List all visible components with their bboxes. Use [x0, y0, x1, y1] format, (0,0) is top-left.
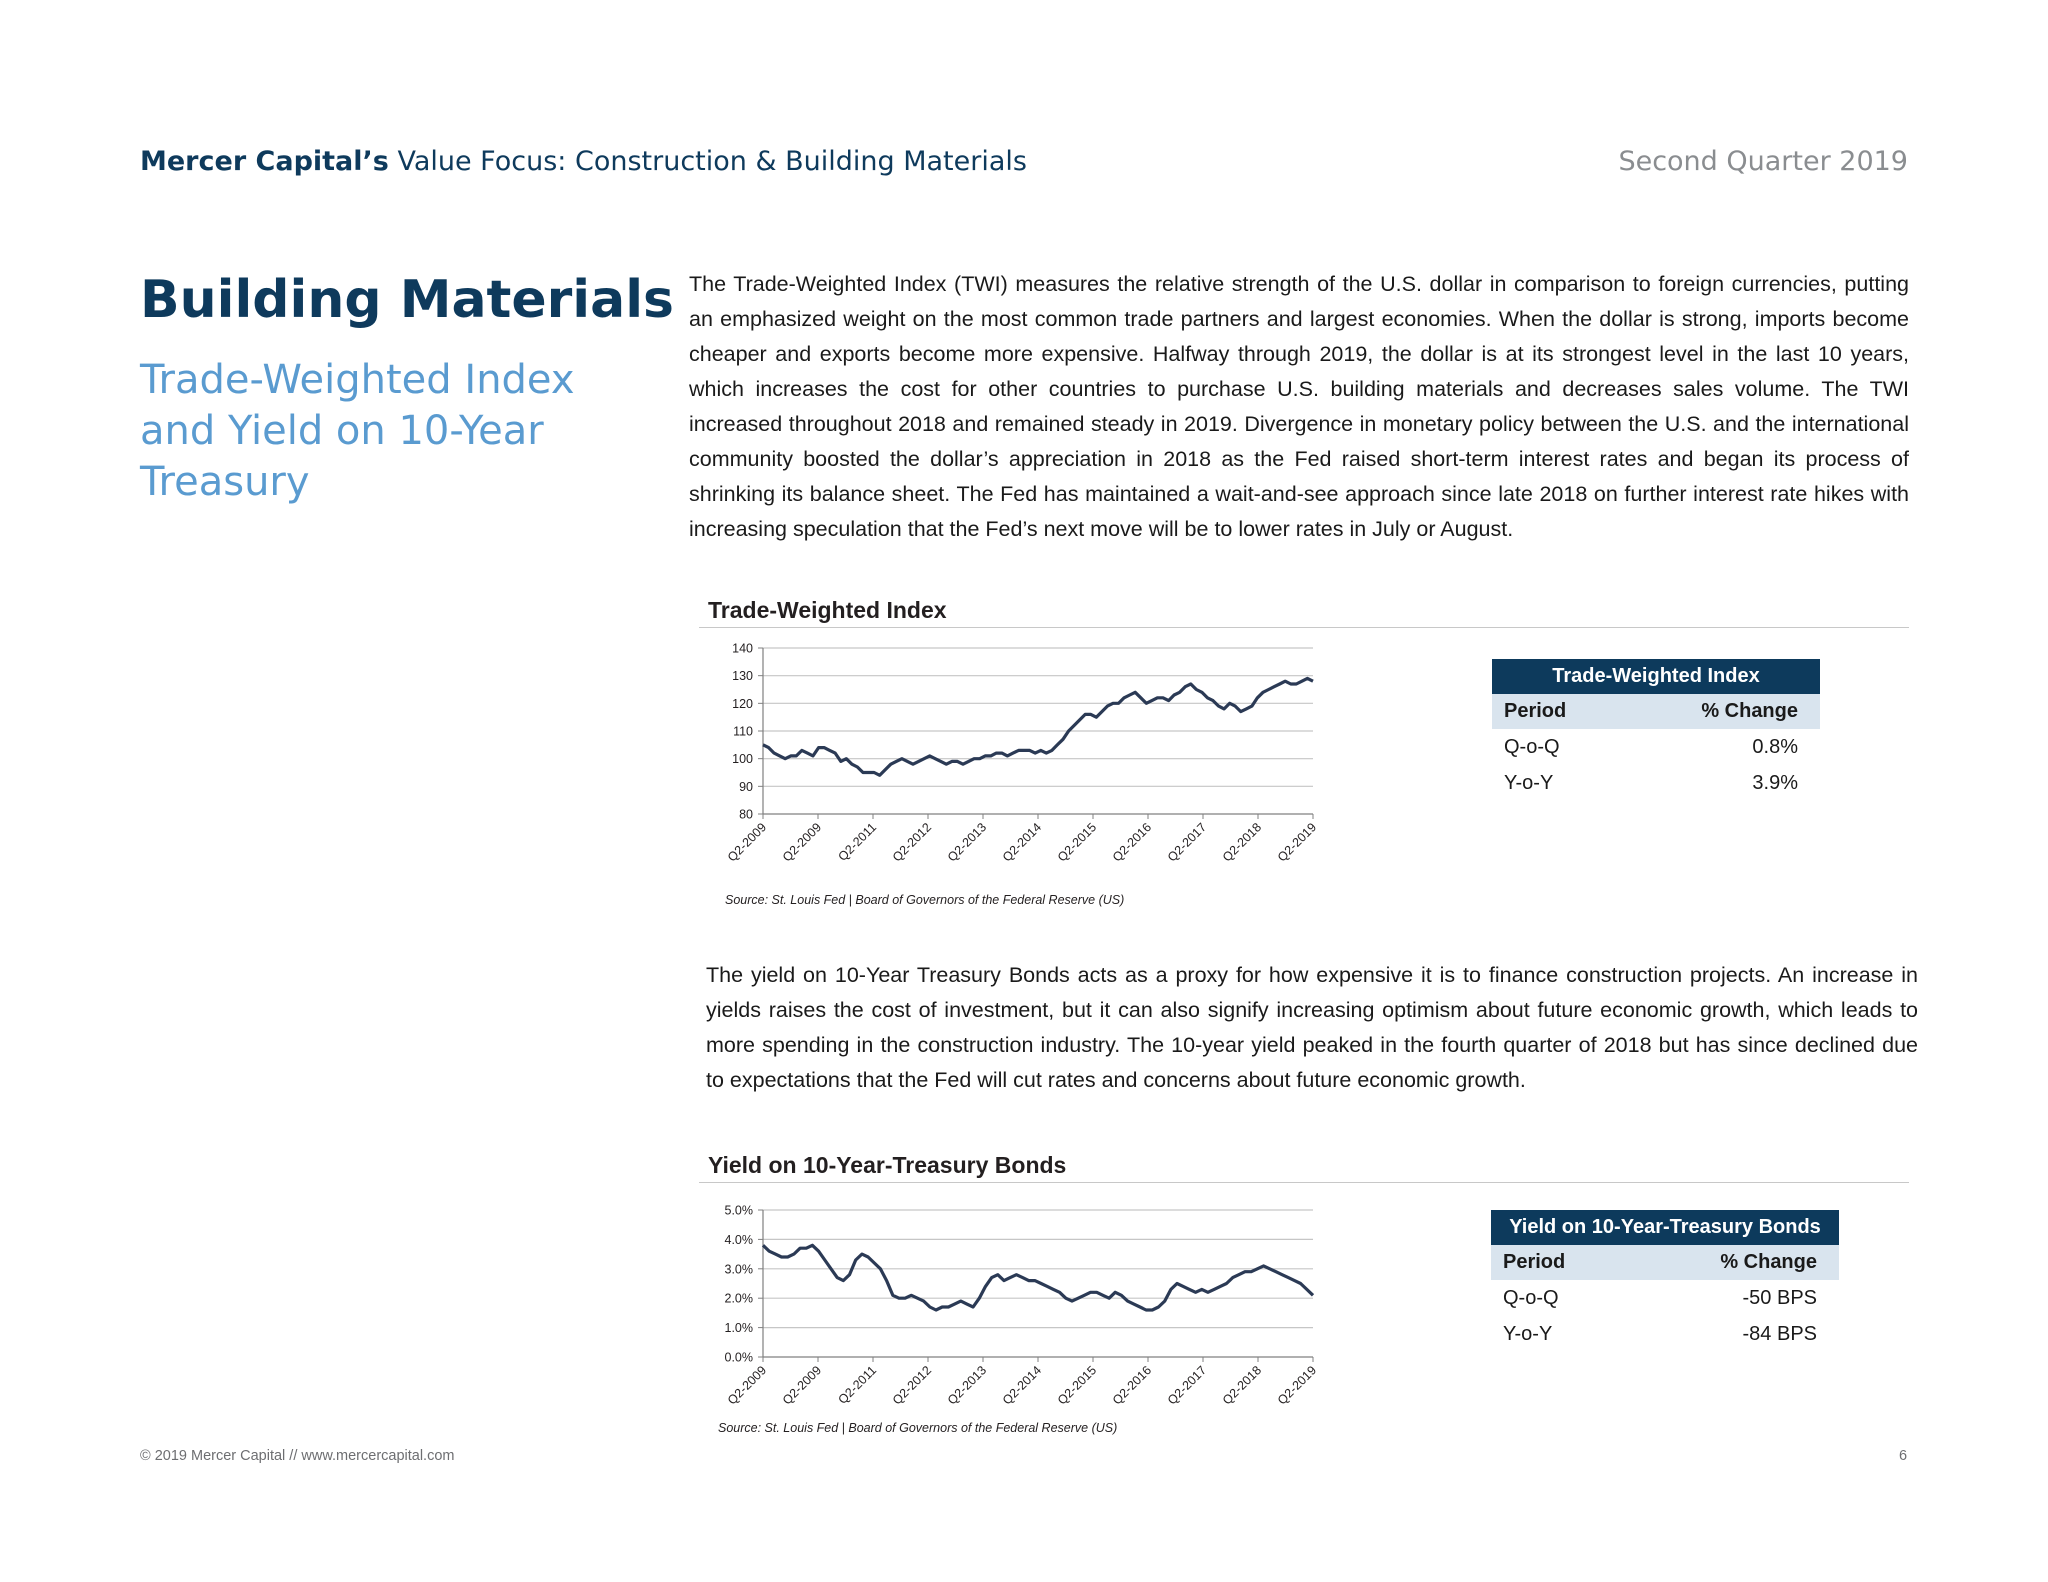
y-tick-label: 120: [732, 696, 753, 711]
x-tick-label: Q2-2013: [944, 820, 990, 865]
x-tick-label: Q2-2018: [1219, 1363, 1265, 1408]
yield-chart-source: Source: St. Louis Fed | Board of Governors of the Federal Reserve (US): [718, 1421, 1118, 1435]
twi-chart-source: Source: St. Louis Fed | Board of Governors of the Federal Reserve (US): [725, 893, 1125, 907]
x-tick-label: Q2-2014: [999, 820, 1045, 865]
y-tick-label: 1.0%: [724, 1321, 753, 1336]
x-tick-label: Q2-2009: [724, 820, 770, 865]
yield-col-change: % Change: [1629, 1245, 1839, 1280]
x-tick-label: Q2-2017: [1164, 820, 1210, 865]
table-row: Y-o-Y 3.9%: [1504, 771, 1798, 794]
publication-name: Value Focus: Construction & Building Materials: [397, 146, 1027, 177]
twi-change-table: [1492, 659, 1820, 801]
publication-header: [140, 146, 1027, 177]
twi-table-caption: Trade-Weighted Index: [1492, 659, 1820, 694]
twi-paragraph: The Trade-Weighted Index (TWI) measures the relative strength of the U.S. dollar in comparison to foreign currencies, putting an emphasized weight on the most common trade partners and largest economies. When the dollar is strong, imports become cheaper and exports become more expensive. Halfway through 2019, the dollar is at its strongest level in the last 10 years, which increases the cost for other countries to purchase U.S. building materials and decreases sales volume. The TWI increased throughout 2018 and remained steady in 2019. Divergence in monetary policy between the U.S. and the international community boosted the dollar’s appreciation in 2018 as the Fed raised short-term interest rates and began its process of shrinking its balance sheet. The Fed has maintained a wait-and-see approach since late 2018 on further interest rate hikes with increasing speculation that the Fed’s next move will be to lower rates in July or August.: [689, 272, 1909, 541]
yield-chart-rule: [699, 1182, 1909, 1183]
table-row: Q-o-Q 0.8%: [1504, 735, 1798, 758]
x-tick-label: Q2-2011: [835, 1363, 880, 1407]
period-label: Second Quarter 2019: [1618, 146, 1908, 177]
y-tick-label: 100: [732, 752, 753, 767]
twi-col-period: Period: [1492, 694, 1622, 729]
x-tick-label: Q2-2009: [724, 1363, 770, 1408]
yield-change-table: [1491, 1210, 1839, 1352]
twi-col-change: % Change: [1622, 694, 1820, 729]
twi-chart-title: Trade-Weighted Index: [708, 597, 947, 623]
x-tick-label: Q2-2014: [999, 1363, 1045, 1408]
y-tick-label: 5.0%: [724, 1203, 753, 1218]
x-tick-label: Q2-2016: [1109, 1363, 1155, 1408]
x-tick-label: Q2-2015: [1054, 820, 1100, 865]
x-tick-label: Q2-2012: [889, 1363, 935, 1408]
twi-chart-rule: [699, 627, 1909, 628]
page-number: 6: [1899, 1448, 1908, 1464]
y-tick-label: 140: [732, 641, 753, 656]
y-tick-label: 130: [732, 669, 753, 684]
yield-paragraph: The yield on 10-Year Treasury Bonds acts as a proxy for how expensive it is to finance construction projects. An increase in yields raises the cost of investment, but it can also signify increasing optimism about future economic growth, which leads to more spending in the construction industry. The 10-year yield peaked in the fourth quarter of 2018 but has since declined due to expectations that the Fed will cut rates and concerns about future economic growth.: [706, 963, 1918, 1092]
y-tick-label: 2.0%: [724, 1291, 753, 1306]
x-tick-label: Q2-2018: [1219, 820, 1265, 865]
x-tick-label: Q2-2016: [1109, 820, 1155, 865]
section-subtitle: Trade-Weighted Index and Yield on 10-Year Treasury: [140, 357, 575, 505]
x-tick-label: Q2-2019: [1274, 1363, 1320, 1408]
x-tick-label: Q2-2012: [889, 820, 935, 865]
x-tick-label: Q2-2013: [944, 1363, 990, 1408]
footer-copyright: © 2019 Mercer Capital // www.mercercapital.com: [140, 1448, 455, 1464]
yield-col-period: Period: [1491, 1245, 1629, 1280]
x-tick-label: Q2-2011: [835, 820, 880, 864]
y-tick-label: 4.0%: [724, 1232, 753, 1247]
brand-name: Mercer Capital’s: [140, 146, 389, 177]
x-tick-label: Q2-2017: [1164, 1363, 1210, 1408]
twi-chart: [699, 634, 1349, 934]
y-tick-label: 0.0%: [724, 1350, 753, 1365]
y-tick-label: 110: [733, 724, 753, 739]
yield-chart-title: Yield on 10-Year-Treasury Bonds: [708, 1152, 1067, 1178]
series-line: [763, 1245, 1313, 1310]
x-tick-label: Q2-2015: [1054, 1363, 1100, 1408]
table-row: Y-o-Y -84 BPS: [1503, 1322, 1817, 1345]
x-tick-label: Q2-2009: [779, 820, 825, 865]
yield-table-caption: Yield on 10-Year-Treasury Bonds: [1491, 1210, 1839, 1245]
x-tick-label: Q2-2019: [1274, 820, 1320, 865]
table-row: Q-o-Q -50 BPS: [1503, 1286, 1817, 1309]
y-tick-label: 80: [739, 807, 753, 822]
y-tick-label: 3.0%: [724, 1262, 753, 1277]
series-line: [763, 678, 1313, 775]
yield-chart: [699, 1190, 1349, 1430]
y-tick-label: 90: [739, 779, 753, 794]
section-title: Building Materials: [140, 270, 674, 330]
x-tick-label: Q2-2009: [779, 1363, 825, 1408]
